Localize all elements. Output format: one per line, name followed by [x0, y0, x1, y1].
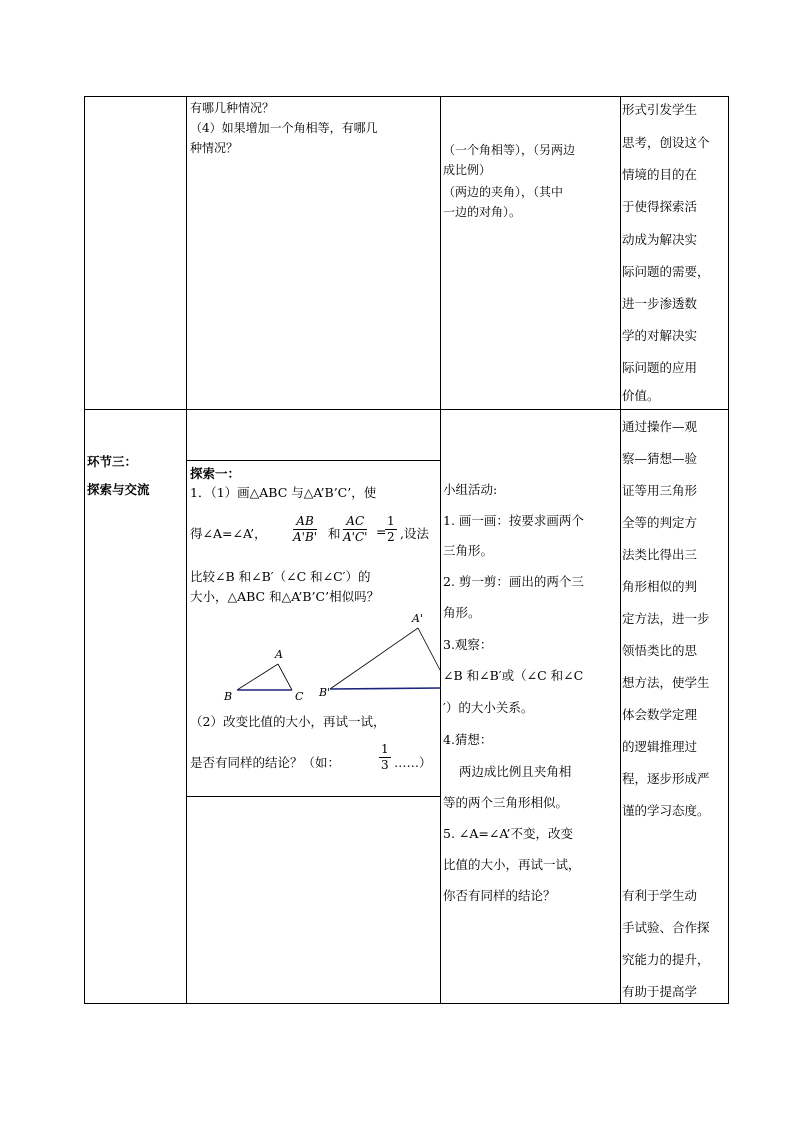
vertex-label-b-prime: B' — [319, 686, 331, 699]
design-intent-line: 情境的目的在 — [622, 167, 698, 182]
design-intent-line: 思考，创设这个 — [622, 135, 710, 150]
vertex-label-a-prime: A' — [412, 612, 423, 625]
example-ratio: $\frac{1}{3}$ — [381, 742, 389, 772]
design-intent-line: 想方法，使学生 — [622, 675, 710, 690]
activity-line: 2. 剪一剪：画出的两个三 — [443, 574, 584, 589]
activity-line: 4.猜想： — [443, 732, 493, 747]
design-intent-line: 于使得探索活 — [622, 199, 698, 214]
activity-line: 小组活动: — [443, 482, 498, 497]
design-intent-line: 领悟类比的思 — [622, 643, 698, 658]
triangles-figure — [220, 608, 441, 700]
and-text: 和 — [328, 526, 341, 541]
design-intent-line: 际问题的需要， — [622, 264, 710, 279]
section-label: 环节三： — [87, 454, 138, 469]
answer-line: （两边的夹角），（其中 — [443, 185, 564, 199]
design-intent-line: 进一步渗透数 — [622, 296, 698, 311]
section-label: 探索与交流 — [87, 482, 150, 497]
design-intent-line: 通过操作—观 — [622, 419, 698, 434]
design-intent-line: 的逻辑推理过 — [622, 739, 698, 754]
design-intent-line: 价值。 — [622, 388, 660, 403]
question-line: （4）如果增加一个角相等，有哪几 — [190, 121, 378, 135]
design-intent-line: 全等的判定方 — [622, 515, 698, 530]
table-top-border — [84, 96, 729, 97]
answer-line: 成比例） — [443, 163, 492, 177]
design-intent-line: 形式引发学生 — [622, 102, 698, 117]
ratio-ac: $\frac{AC}{A'C'}$ — [343, 514, 368, 544]
activity-line: 等的两个三角形相似。 — [443, 795, 569, 810]
ratio-ab: $\frac{AB}{A'B'}$ — [293, 514, 318, 544]
design-intent-line: 察—猜想—验 — [622, 451, 698, 466]
vertex-label-b: B — [224, 690, 233, 700]
activity-line: 5. ∠A=∠A’不变，改变 — [443, 826, 574, 841]
inner-cell-top-border — [186, 460, 441, 461]
activity-line: 两边成比例且夹角相 — [443, 764, 572, 779]
activity-line: 三角形。 — [443, 543, 494, 558]
vertex-label-a: A — [275, 648, 283, 661]
question-line: 种情况？ — [190, 141, 239, 155]
design-intent-line: 谨的学习态度。 — [622, 803, 710, 818]
design-intent-line: 体会数学定理 — [622, 707, 698, 722]
design-intent-line: 定方法，进一步 — [622, 611, 710, 626]
inner-cell-bottom-border — [186, 796, 441, 797]
activity-line: 3.观察： — [443, 637, 493, 652]
activity-line: ∠B 和∠B′或（∠C 和∠C — [443, 668, 584, 683]
row-divider — [84, 409, 729, 410]
equals-sign: = — [376, 524, 387, 539]
table-bottom-border — [84, 1003, 729, 1004]
explore-heading: 探索一： — [190, 466, 241, 481]
design-intent-line: 际问题的应用 — [622, 360, 698, 375]
answer-line: 一边的对角）。 — [443, 205, 522, 219]
design-intent-line: 手试验、合作探 — [622, 920, 710, 935]
explore-line: ,设法 — [400, 526, 429, 541]
question-line: 有哪几种情况？ — [190, 101, 275, 115]
vertex-label-c: C — [295, 690, 304, 700]
design-intent-line: 有利于学生动 — [622, 888, 698, 903]
explore-line: 得∠A=∠A’， — [190, 526, 267, 541]
activity-line: 1. 画一画：按要求画两个 — [443, 513, 584, 528]
explore-line: （2）改变比值的大小，再试一试， — [190, 714, 386, 729]
design-intent-line: 法类比得出三 — [622, 547, 698, 562]
activity-line: 角形。 — [443, 605, 481, 620]
explore-line: 是否有同样的结论？（如： — [190, 755, 341, 770]
design-intent-line: 动成为解决实 — [622, 232, 698, 247]
explore-line: ……） — [394, 755, 432, 770]
design-intent-line: 学的对解决实 — [622, 328, 698, 343]
design-intent-line: 程，逐步形成严 — [622, 771, 710, 786]
activity-line: ′）的大小关系。 — [443, 700, 534, 715]
design-intent-line: 角形相似的判 — [622, 579, 698, 594]
design-intent-line: 究能力的提升， — [622, 952, 710, 967]
activity-line: 比值的大小，再试一试， — [443, 857, 581, 872]
explore-line: 大小，△ABC 和△A’B’C’相似吗？ — [190, 589, 380, 604]
explore-line: 比较∠B 和∠B′（∠C 和∠C′）的 — [190, 569, 371, 584]
answer-line: （一个角相等），（另两边 — [443, 143, 576, 157]
design-intent-line: 证等用三角形 — [622, 483, 698, 498]
column-divider-3 — [620, 96, 621, 1004]
activity-line: 你否有同样的结论？ — [443, 888, 556, 903]
table-right-border — [728, 96, 729, 1004]
explore-line: 1．（1）画△ABC 与△A’B’C’，使 — [190, 485, 377, 500]
column-divider-1 — [186, 96, 187, 1004]
ratio-value: $\frac{1}{2}$ — [387, 514, 395, 544]
column-divider-2 — [440, 96, 441, 1004]
table-left-border — [84, 96, 85, 1004]
design-intent-line: 有助于提高学 — [622, 984, 698, 999]
